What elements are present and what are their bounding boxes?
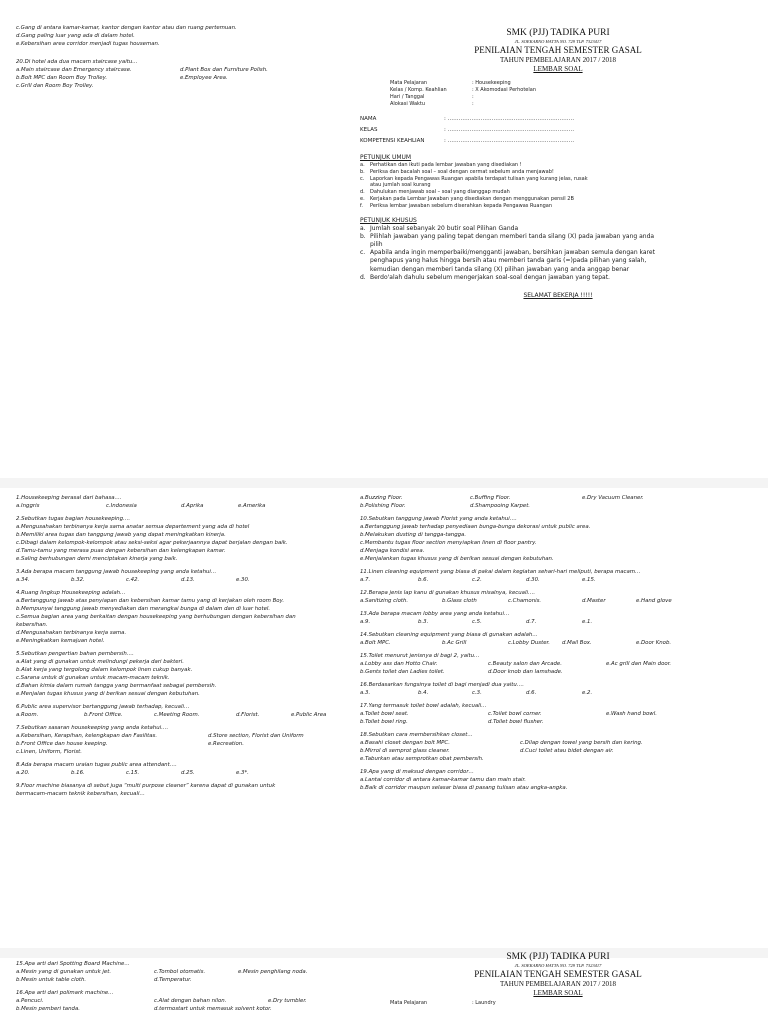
option: c.Sarana untuk di gunakan untuk macam-macam teknik. xyxy=(16,675,170,681)
option: d.6. xyxy=(526,690,537,696)
school-address: JL. SOEKARNO HATTA NO. 729 TLP. 7323417 xyxy=(514,963,602,968)
option: d.Tamu-tamu yang merasa puas dengan kebersihan dan kelengkapan kamar. xyxy=(16,548,226,554)
general-instructions xyxy=(360,162,756,210)
option: a.Main staircase dan Emergency staircase. xyxy=(16,67,132,73)
option: c.Tombol otomatis. xyxy=(154,969,206,975)
option: e.Dry Vacuum Cleaner. xyxy=(582,495,644,501)
option: d.13. xyxy=(181,577,195,583)
option: c.42. xyxy=(126,577,140,583)
option: e.Dry tumbler. xyxy=(268,998,307,1004)
question-16: 16.Berdasarkan fungsinya toilet di bagi menjadi dua yaitu…. xyxy=(360,682,524,688)
option: c.Toilet bowl corner. xyxy=(488,711,542,717)
marker: f. xyxy=(360,202,363,209)
option: b.32. xyxy=(71,577,85,583)
school-name: SMK (PJJ) TADIKA PURI xyxy=(506,28,610,38)
exam-header xyxy=(360,952,756,998)
meta-value: : xyxy=(472,101,474,107)
option: e.Recreation. xyxy=(208,741,244,747)
option: e.Wash hand bowl. xyxy=(606,711,657,717)
option: b.Ac Grill xyxy=(442,640,467,646)
instruction: Pilihlah jawaban yang paling tepat dengan memberi tanda silang (X) pada jawaban yang anda xyxy=(370,232,655,240)
marker xyxy=(360,266,370,274)
option: e.Public Area xyxy=(291,712,327,718)
page2-right-column xyxy=(360,494,756,792)
option: kebersihan. xyxy=(16,622,48,628)
option: c.Membantu tugas floor section menyiapkan linen di floor pantry. xyxy=(360,540,537,546)
exam-header xyxy=(360,28,756,74)
text-line: c.Gang di antara kamar-kamar, kantor dengan kantor atau dan ruang pertemuan. xyxy=(16,25,237,31)
question-15: 15.Toilet menurut jenisnya di bagi 2, yaitu… xyxy=(360,653,480,659)
option: c.Indonesia xyxy=(106,503,137,509)
academic-year: TAHUN PEMBELAJARAN 2017 / 2018 xyxy=(499,980,617,988)
option: e.Hand glove xyxy=(636,598,672,604)
option: c.Dibagi dalam kelompok-kelompok atau seksi-seksi agar pekerjaannya dapat berjalan dengan baik. xyxy=(16,540,288,546)
option: a.Buzzing Floor. xyxy=(360,495,403,501)
marker: b. xyxy=(360,168,365,175)
instruction: Perhatikan dan ikuti pada lembar jawaban yang disediakan ! xyxy=(370,162,522,168)
option: e.Meningkatkan kemajuan hotel. xyxy=(16,638,105,644)
option: e.Door Knob. xyxy=(636,640,672,646)
option: c.Alat dengan bahan nilon. xyxy=(154,998,227,1004)
question-12: 12.Berapa jenis lap kanu di gunakan khusus misalnya, kecuali…. xyxy=(360,590,536,596)
page1-right-column xyxy=(360,28,756,299)
option: d.Shampooing Karpet. xyxy=(470,503,531,509)
option: e.Mesin penghilang noda. xyxy=(238,969,308,975)
option: c.Semua bagian area yang berkaitan dengan housekeeping yang berhubungan dengan kebersihan dan xyxy=(16,614,296,620)
option: a.Bolt MPC. xyxy=(360,640,391,646)
option: e.Employee Area. xyxy=(180,75,228,81)
option: d.Temperatur. xyxy=(154,977,192,983)
closing-message: SELAMAT BEKERJA !!!!! xyxy=(523,292,593,299)
option: b.3. xyxy=(418,619,429,625)
option: d.Cuci toilet atau bidet dengan air. xyxy=(520,748,614,754)
option: a.Kebersihan, Kerapihan, kelengkapan dan Fasilitas. xyxy=(16,733,158,739)
option: d.Store section, Florist dan Uniform xyxy=(208,733,304,739)
option: c.Meeting Room. xyxy=(154,712,200,718)
option: c.2. xyxy=(472,577,482,583)
option: a.Bertanggung jawab terhadap penyediaan bunga-bunga dekorasi untuk public area. xyxy=(360,524,591,530)
question-4: 4.Ruang lingkup Housekeeping adalah… xyxy=(16,590,126,596)
option: c.Lobby Duster. xyxy=(508,640,550,646)
marker xyxy=(360,241,370,249)
option: c.3. xyxy=(472,690,482,696)
option: e.Menjalan tugas khusus yang di berikan sesuai dengan kebutuhan. xyxy=(16,691,200,697)
option: b.Melakukan dusting di tangga-tangga. xyxy=(360,532,467,538)
option: c.5. xyxy=(472,619,482,625)
marker: e. xyxy=(360,195,365,202)
question-19: 19.Apa yang di maksud dengan corridor… xyxy=(360,769,474,775)
question-15: 15.Apa arti dari Spotting Board Machine… xyxy=(16,961,130,967)
marker: a. xyxy=(360,162,365,168)
option: c.Linen, Uniform, Florist. xyxy=(16,749,82,755)
option: d.30. xyxy=(526,577,540,583)
meta-value: : Housekeeping xyxy=(472,80,511,86)
meta-key: Alokasi Waktu xyxy=(390,101,426,107)
question-14: 14.Sebutkan cleaning equipment yang biasa di gunakan adalah… xyxy=(360,632,538,638)
meta-key: Mata Pelajaran xyxy=(390,80,428,86)
class-field: : …………………………………………………………… xyxy=(444,127,575,133)
page-gap xyxy=(0,478,768,488)
question-20: 20.Di hotel ada dua macam staircase yaitu… xyxy=(16,59,138,65)
option: b.Bolt MPC dan Room Boy Trolley. xyxy=(16,75,108,81)
option: b.Mempunyai tanggung jawab menyediakan dan merangkai bunga di dalam dan di luar hotel. xyxy=(16,606,271,612)
option: b.Front Office dan house keeping. xyxy=(16,741,108,747)
instruction: penghapus yang halus hingga bersih atau memberi tanda garis (=)pada pilihan yang salah, xyxy=(370,257,647,265)
question-1: 1.Housekeeping berasal dari bahasa…. xyxy=(16,495,122,501)
page2-left-column xyxy=(16,494,346,798)
option: c.Beauty salon dan Arcade. xyxy=(488,661,562,667)
option: e.2. xyxy=(582,690,593,696)
option: d.Aprika xyxy=(181,503,204,509)
option: a.34. xyxy=(16,577,30,583)
option: d.Menjaga kondisi area. xyxy=(360,548,425,554)
option: a.Mesin yang di gunakan untuk jet. xyxy=(16,969,112,975)
instruction: Apabila anda ingin memperbaiki/mengganti jawaban, bersihkan jawaban semula dengan karet xyxy=(370,249,655,257)
option: a.Mengusahakan terbinanya kerja sama anatar semua departement yang ada di hotel xyxy=(16,524,250,530)
option: e.3*. xyxy=(236,770,249,776)
option: a.Lantai corridor di antara kamar-kamar tamu dan main stair. xyxy=(360,777,526,783)
option: b.Polishing Floor. xyxy=(360,503,406,509)
option: a.Sanitizing cloth. xyxy=(360,598,409,604)
option: a.Bertanggung jawab atas penyiapan dan kebersihan kamar tamu yang di kerjakan oleh room Boy. xyxy=(16,598,285,604)
option: a.Basahi closet dengan bolt MPC. xyxy=(360,740,450,746)
general-instructions-title: PETUNJUK UMUM xyxy=(360,154,412,161)
exam-meta xyxy=(390,80,756,108)
question-16: 16.Apa arti dari polimark machine… xyxy=(16,990,114,996)
question-7: 7.Sebutkan sasaran housekeeping yang anda ketahui…. xyxy=(16,725,169,731)
marker: c. xyxy=(360,175,365,182)
exam-title: PENILAIAN TENGAH SEMESTER GASAL xyxy=(474,45,642,55)
option: c.Grill dan Room Boy Trolley. xyxy=(16,83,94,89)
instruction: Jumlah soal sebanyak 20 butir soal Pilihan Ganda xyxy=(370,224,519,232)
meta-key: Hari / Tanggal xyxy=(390,94,425,100)
exam-meta xyxy=(390,1000,756,1007)
option: d.Bahan kimia dalam rumah tangga yang bermanfaat sebagai pembersih. xyxy=(16,683,217,689)
option: d.Toilet bowl flusher. xyxy=(488,719,544,725)
option: b.Toilet bowl ring. xyxy=(360,719,408,725)
ident-label: KELAS xyxy=(360,127,378,133)
specific-instructions xyxy=(360,225,756,282)
question-11: 11.Linen cleaning equipment yang biasa di pakai dalam kegiatan sehari-hari meliputi, berapa macam… xyxy=(360,569,641,575)
instruction: Kerjakan pada Lembar Jawaban yang disediakan dengan menggunakan pensil 2B xyxy=(370,195,574,202)
competency-field: : …………………………………………………………… xyxy=(444,138,575,144)
option: a.Inggris xyxy=(16,503,40,509)
instruction: Periksa dan bacalah soal – soal dengan cermat sebelum anda menjawab! xyxy=(370,168,554,175)
option: c.Dilap dengan towel yang bersih dan kering. xyxy=(520,740,643,746)
instruction: atau jumlah soal kurang xyxy=(370,182,431,189)
option: b.Gents toilet dan Ladies toilet. xyxy=(360,669,445,675)
exam-title: PENILAIAN TENGAH SEMESTER GASAL xyxy=(474,969,642,979)
option: a.Pencuci. xyxy=(16,998,44,1004)
page-1 xyxy=(0,0,768,478)
option: c.Buffing Floor. xyxy=(470,495,511,501)
option: d.Florist. xyxy=(236,712,260,718)
instruction: pilih xyxy=(370,240,383,248)
instruction: Berdo'alah dahulu sebelum mengerjakan soal-soal dengan jawaban yang tepat. xyxy=(370,273,610,281)
question-2: 2.Sebutkan tugas bagian housekeeping…. xyxy=(16,516,131,522)
option: e.Taburkan atau semprotkan obat pembersih. xyxy=(360,756,484,762)
question-13: 13.Ada berapa macam lobby area yang anda ketahui… xyxy=(360,611,510,617)
question-8: 8.Ada berapa macam uraian tugas public area attendant…. xyxy=(16,762,177,768)
instruction: Laporkan kepada Pengawas Ruangan apabila terdapat tulisan yang kurang jelas, rusak xyxy=(370,175,588,182)
option: a.9. xyxy=(360,619,371,625)
option: d.termostart untuk memasuk solvent kotor. xyxy=(154,1006,272,1012)
instruction: Dahulukan menjawab soal – soal yang dianggap mudah xyxy=(370,189,510,196)
option: e.Menjalankan tugas khusus yang di berikan sesuai dengan kebutuhan. xyxy=(360,556,554,562)
option: b.Memiliki area tugas dan tanggung jawab yang dapat meningkatkan kinerja. xyxy=(16,532,226,538)
page3-left-column xyxy=(16,960,346,1013)
option: a.Room. xyxy=(16,712,39,718)
instruction: Periksa lembar jawaban sebelum diserahkan kepada Pengawas Ruangan xyxy=(370,202,553,209)
meta-value: : Laundry xyxy=(472,1000,496,1006)
option: b.Alat kerja yang tergolong dalam kelompok linen cukup banyak. xyxy=(16,667,193,673)
question-5: 5.Sebutkan pengertian bahan pembersih…. xyxy=(16,651,134,657)
sheet-title: LEMBAR SOAL xyxy=(533,65,583,73)
option: e.Ac grill dan Main door. xyxy=(606,661,672,667)
option: e.Amerika xyxy=(238,503,266,509)
option: b.Mesin pemberi tanda. xyxy=(16,1006,80,1012)
student-identity xyxy=(360,114,756,147)
option: b.16. xyxy=(71,770,85,776)
option: d.25. xyxy=(181,770,195,776)
marker: b. xyxy=(360,232,366,240)
marker: c. xyxy=(360,249,366,257)
meta-value: : xyxy=(472,94,474,100)
option: a.Toilet bowl seat. xyxy=(360,711,409,717)
question-3: 3.Ada berapa macam tanggung jawab housekeeping yang anda ketahui… xyxy=(16,569,217,575)
option: e.1. xyxy=(582,619,593,625)
option: e.Saling berhubungan demi menciptakan kinerja yang baik. xyxy=(16,556,178,562)
option: e.30. xyxy=(236,577,250,583)
option: a.Alat yang di gunakan untuk melindungi pekerja dari bakteri. xyxy=(16,659,184,665)
option: e.15. xyxy=(582,577,596,583)
question-17: 17.Yang termasuk toilet bowl adalah, kecuali… xyxy=(360,703,487,709)
option: c.Chamonis. xyxy=(508,598,542,604)
question-6: 6.Public area supervisor bertanggung jawab terhadap, kecuali… xyxy=(16,704,190,710)
marker xyxy=(360,257,370,265)
question-9-cont: bermacam-macam teknik kebersihan, kecuali… xyxy=(16,791,145,797)
option: c.15. xyxy=(126,770,140,776)
text-line: d.Gang paling luar yang ada di dalam hotel. xyxy=(16,33,135,39)
meta-value: : X Akomodasi Perhotelan xyxy=(472,87,537,93)
ident-label: KOMPETENSI KEAHLIAN xyxy=(360,138,425,144)
option: d.7. xyxy=(526,619,537,625)
option: d.Mail Box. xyxy=(562,640,592,646)
marker: d. xyxy=(360,273,366,281)
option: b.Mesin untuk table cloth. xyxy=(16,977,87,983)
option: d.Master xyxy=(582,598,606,604)
page-3 xyxy=(0,952,768,1024)
option: b.Glass cloth xyxy=(442,598,477,604)
specific-instructions-title: PETUNJUK KHUSUS xyxy=(360,216,417,224)
option: d.Mengusahakan terbinanya kerja sama. xyxy=(16,630,127,636)
marker xyxy=(360,182,370,189)
option: a.20. xyxy=(16,770,30,776)
option: b.Front Office. xyxy=(84,712,123,718)
sheet-title: LEMBAR SOAL xyxy=(533,989,583,997)
text-line: e.Kebersihan area corridor menjadi tugas houseman. xyxy=(16,41,160,47)
option: b.Baik di corridor maupun selasar biasa di pasang tulisan atau angka-angka. xyxy=(360,785,568,791)
meta-key: Mata Pelajaran xyxy=(390,1000,428,1006)
name-field: : …………………………………………………………… xyxy=(444,116,575,122)
academic-year: TAHUN PEMBELAJARAN 2017 / 2018 xyxy=(499,56,617,64)
page1-left-column xyxy=(16,24,346,90)
school-name: SMK (PJJ) TADIKA PURI xyxy=(506,952,610,962)
instruction: kemudian dengan memberi tanda silang (X) pilihan jawaban yang anda anggap benar xyxy=(370,265,630,273)
page3-right-column xyxy=(360,952,756,1007)
marker: a. xyxy=(360,224,366,232)
meta-key: Kelas / Komp. Keahlian xyxy=(390,87,447,93)
question-9: 9.Floor machine biasanya di sebut juga “multi purpose cleaner” karena dapat di gunakan untuk xyxy=(16,783,276,789)
option: d.Door knob dan lamshade. xyxy=(488,669,563,675)
option: a.7. xyxy=(360,577,371,583)
question-18: 18.Sebutkan cara membersihkan closet… xyxy=(360,732,473,738)
option: a.Lobby ass dan Hotto Chair. xyxy=(360,661,438,667)
option: d.Plant Box dan Furniture Polish. xyxy=(180,67,268,73)
option: b.6. xyxy=(418,577,429,583)
marker: d. xyxy=(360,189,365,196)
ident-label: NAMA xyxy=(360,116,377,122)
option: b.4. xyxy=(418,690,429,696)
question-10: 10.Sebutkan tanggung jawab Florist yang anda ketahui…. xyxy=(360,516,517,522)
school-address: JL. SOEKARNO HATTA NO. 729 TLP. 7323417 xyxy=(514,39,602,44)
option: b.Mirrol di semprot glass cleaner. xyxy=(360,748,450,754)
page-2 xyxy=(0,488,768,948)
option: a.3. xyxy=(360,690,371,696)
